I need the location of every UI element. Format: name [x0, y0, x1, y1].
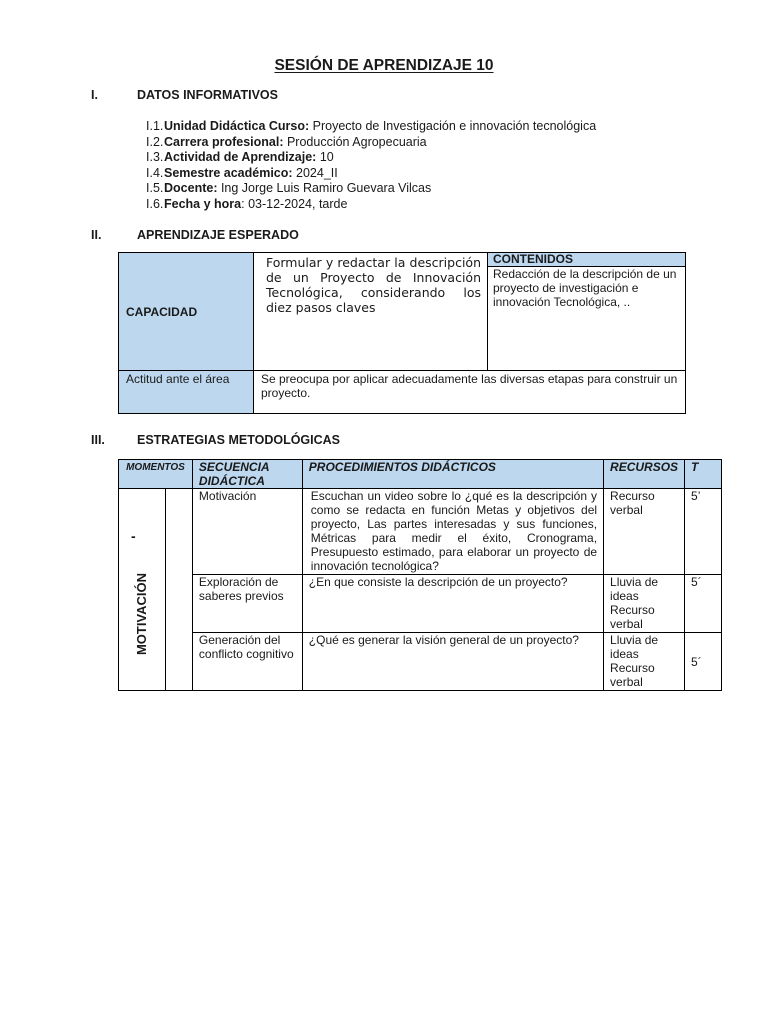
info-list	[146, 119, 596, 212]
contenidos-label: CONTENIDOS	[488, 253, 686, 267]
actitud-label: Actitud ante el área	[119, 371, 254, 414]
info-label: Unidad Didáctica Curso:	[164, 119, 310, 133]
table-row	[119, 633, 722, 691]
info-item	[146, 150, 596, 166]
info-item	[146, 135, 596, 151]
info-item	[146, 181, 596, 197]
info-value: Proyecto de Investigación e innovación tecnológica	[309, 119, 597, 133]
momento-cell	[119, 489, 166, 691]
capacidad-text: Formular y redactar la descripción de un Proyecto de Innovación Tecnológica, considerando los diez pasos claves	[254, 253, 488, 371]
header-momentos: MOMENTOS	[119, 460, 193, 489]
section-label: ESTRATEGIAS METODOLÓGICAS	[137, 433, 341, 447]
section-number: III.	[91, 433, 105, 447]
info-item	[146, 166, 596, 182]
tiempo-cell: 5´	[685, 575, 722, 633]
header-recursos: RECURSOS	[604, 460, 685, 489]
info-label: Carrera profesional:	[164, 134, 284, 149]
section-label: DATOS INFORMATIVOS	[137, 88, 278, 102]
section-label: APRENDIZAJE ESPERADO	[137, 228, 299, 242]
table-row	[119, 489, 722, 575]
header-t: T	[685, 460, 722, 489]
info-value: 2024_II	[292, 165, 338, 180]
actitud-text: Se preocupa por aplicar adecuadamente las diversas etapas para construir un proyecto.	[254, 371, 686, 414]
recursos-cell: Lluvia de ideas Recurso verbal	[604, 633, 685, 691]
secuencia-cell: Motivación	[192, 489, 302, 575]
info-value: Producción Agropecuaria	[283, 134, 427, 149]
info-number: I.5.	[146, 181, 164, 195]
procedimiento-cell: Escuchan un video sobre lo ¿qué es la descripción y como se redacta en función Metas y objetivos del proyecto, Las partes interesadas y sus funciones, Métricas para medir el éxito, Cronograma, Presupuesto estimado, para elaborar un proyecto de innovación tecnológica?	[302, 489, 603, 575]
procedimiento-cell: ¿En que consiste la descripción de un proyecto?	[302, 575, 603, 633]
table-row	[119, 575, 722, 633]
info-value: : 03-12-2024, tarde	[241, 196, 348, 211]
procedimiento-cell: ¿Qué es generar la visión general de un proyecto?	[302, 633, 603, 691]
header-procedimientos: PROCEDIMIENTOS DIDÁCTICOS	[302, 460, 603, 489]
info-label: Fecha y hora	[164, 196, 242, 211]
info-item	[146, 197, 596, 213]
secuencia-cell: Exploración de saberes previos	[192, 575, 302, 633]
info-label: Docente:	[164, 181, 218, 195]
momento-empty-cell	[165, 489, 192, 691]
contenidos-text: Redacción de la descripción de un proyecto de investigación e innovación Tecnológica, ..	[488, 267, 686, 371]
aprendizaje-table	[118, 252, 686, 414]
header-secuencia: SECUENCIA DIDÁCTICA	[192, 460, 302, 489]
info-value: Ing Jorge Luis Ramiro Guevara Vilcas	[217, 181, 432, 195]
capacidad-label: CAPACIDAD	[119, 253, 254, 371]
info-item	[146, 119, 596, 135]
info-number: I.6.	[146, 196, 164, 211]
section-number: II.	[91, 228, 102, 242]
info-number: I.2.	[146, 134, 164, 149]
estrategias-table	[118, 459, 722, 691]
recursos-cell: Recurso verbal	[604, 489, 685, 575]
info-number: I.3.	[146, 150, 164, 164]
page-title: SESIÓN DE APRENDIZAJE 10	[274, 57, 494, 74]
tiempo-cell: 5´	[685, 633, 722, 691]
recursos-cell: Lluvia de ideas Recurso verbal	[604, 575, 685, 633]
info-label: Actividad de Aprendizaje:	[164, 150, 317, 164]
info-label: Semestre académico:	[164, 165, 293, 180]
tiempo-cell: 5’	[685, 489, 722, 575]
momento-label: MOTIVACIÓN	[133, 572, 149, 655]
info-number: I.4.	[146, 165, 164, 180]
secuencia-cell: Generación del conflicto cognitivo	[192, 633, 302, 691]
info-value: 10	[316, 150, 334, 164]
info-number: I.1.	[146, 119, 164, 133]
momento-mark: -	[131, 528, 136, 544]
section-number: I.	[91, 88, 98, 102]
